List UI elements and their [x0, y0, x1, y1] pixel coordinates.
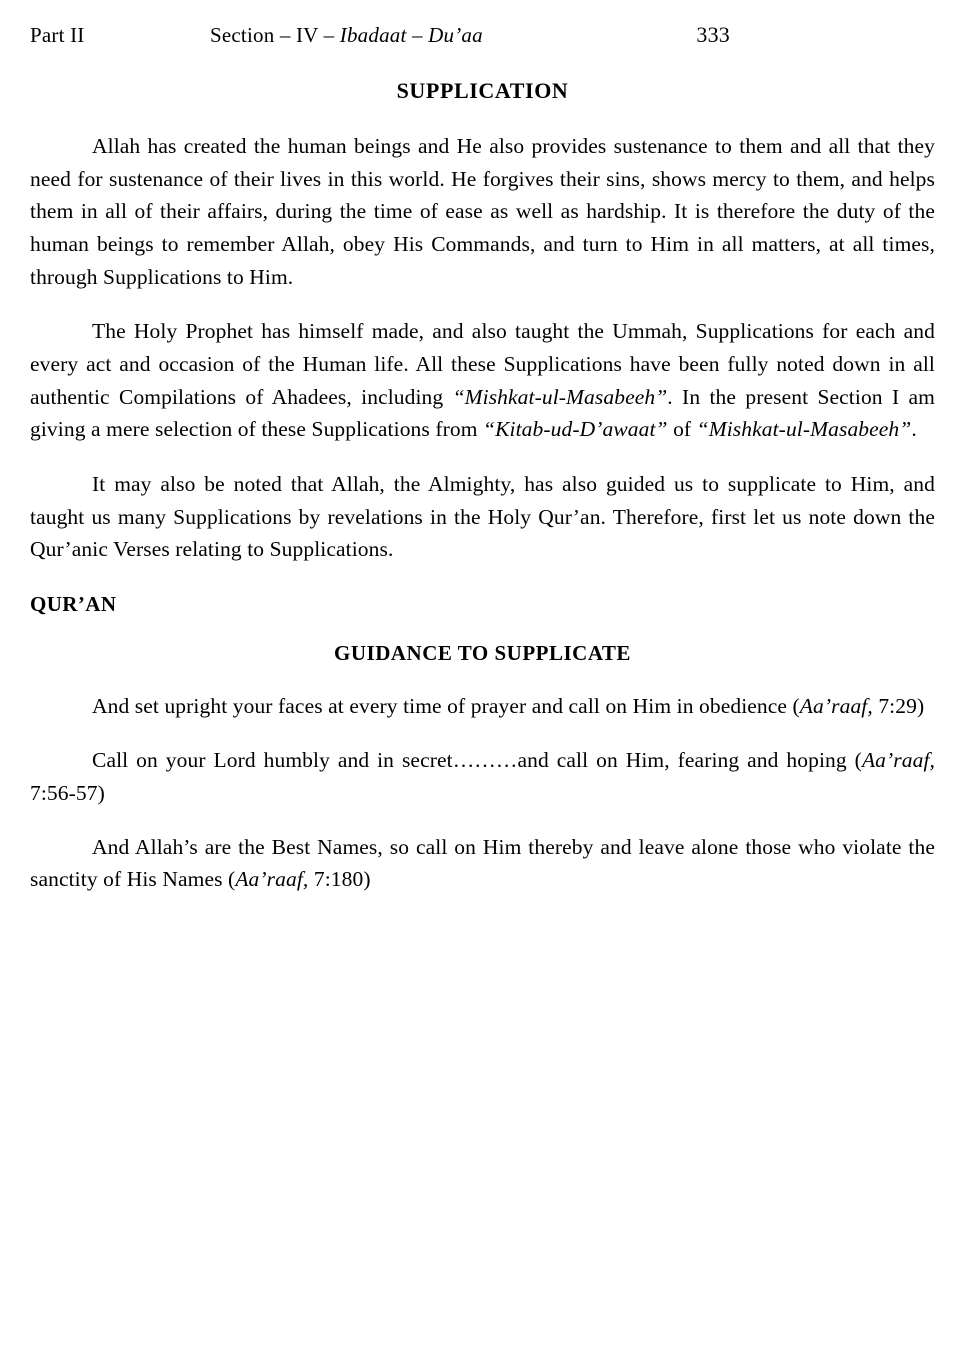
- verse-3: [30, 831, 935, 896]
- par2-seg-4: of: [667, 417, 697, 442]
- verse1-seg-0: And set upright your faces at every time of prayer and call on Him in obedience (: [92, 694, 800, 719]
- verse-1: [30, 690, 935, 722]
- par2-seg-1: “Mishkat-ul-Masabeeh”: [452, 384, 668, 409]
- par2-seg-3: “Kitab-ud-D’awaat”: [483, 417, 668, 442]
- par2-seg-2: . In the present Section I am giving a mere selection of these Supplications from: [30, 384, 936, 442]
- verse1-seg-2: 7:29): [872, 694, 925, 719]
- page-content: [30, 22, 935, 917]
- page-title: SUPPLICATION: [396, 78, 569, 103]
- par2-seg-0: The Holy Prophet has himself made, and also taught the Ummah, Supplications for each and every act and occasion of the Human life. All these Supplications have been fully noted down in all authentic Compilations of Ahadees, including: [30, 319, 935, 409]
- paragraph-3: It may also be noted that Allah, the Almighty, has also guided us to supplicate to Him, and taught us many Supplications by revelations in the Holy Qur’an. Therefore, first let us note down the Qur’anic Verses relating to Supplications.: [30, 472, 935, 562]
- running-head-section-dash: –: [411, 23, 423, 47]
- verse-2: [30, 744, 935, 809]
- running-head-part: Part II: [30, 23, 85, 47]
- running-head-section: [205, 23, 640, 48]
- verse2-seg-2: 7:56-57): [30, 780, 105, 805]
- running-head: [30, 22, 935, 48]
- sub-heading-guidance: GUIDANCE TO SUPPLICATE: [334, 641, 631, 666]
- verse2-seg-0: Call on your Lord humbly and in secret………and call on Him, fearing and hoping (: [92, 748, 862, 773]
- paragraph-2: [30, 315, 935, 446]
- verse2-seg-1: Aa’raaf,: [861, 748, 935, 773]
- paragraph-1: Allah has created the human beings and He also provides sustenance to them and all that they need for sustenance of their lives in this world. He forgives their sins, shows mercy to them, and helps them in all of their affairs, during the time of ease as well as hardship. It is therefore the duty of the human beings to remember Allah, obey His Commands, and turn to Him in all matters, at all times, through Supplications to Him.: [30, 134, 935, 289]
- verse3-seg-0: And Allah’s are the Best Names, so call on Him thereby and leave alone those who violate the sanctity of His Names (: [30, 834, 935, 892]
- section-label-quran: QUR’AN: [30, 592, 117, 617]
- verse1-seg-1: Aa’raaf,: [799, 694, 873, 719]
- running-head-section-prefix: Section – IV –: [210, 23, 335, 47]
- running-head-section-italic-2: Du’aa: [428, 23, 483, 47]
- par2-seg-5: “Mishkat-ul-Masabeeh”: [696, 417, 912, 442]
- page-number: 333: [696, 22, 730, 47]
- running-head-section-italic-1: Ibadaat: [339, 23, 407, 47]
- verse3-seg-2: 7:180): [308, 867, 371, 892]
- verse3-seg-1: Aa’raaf,: [235, 867, 309, 892]
- par2-seg-6: .: [911, 417, 917, 442]
